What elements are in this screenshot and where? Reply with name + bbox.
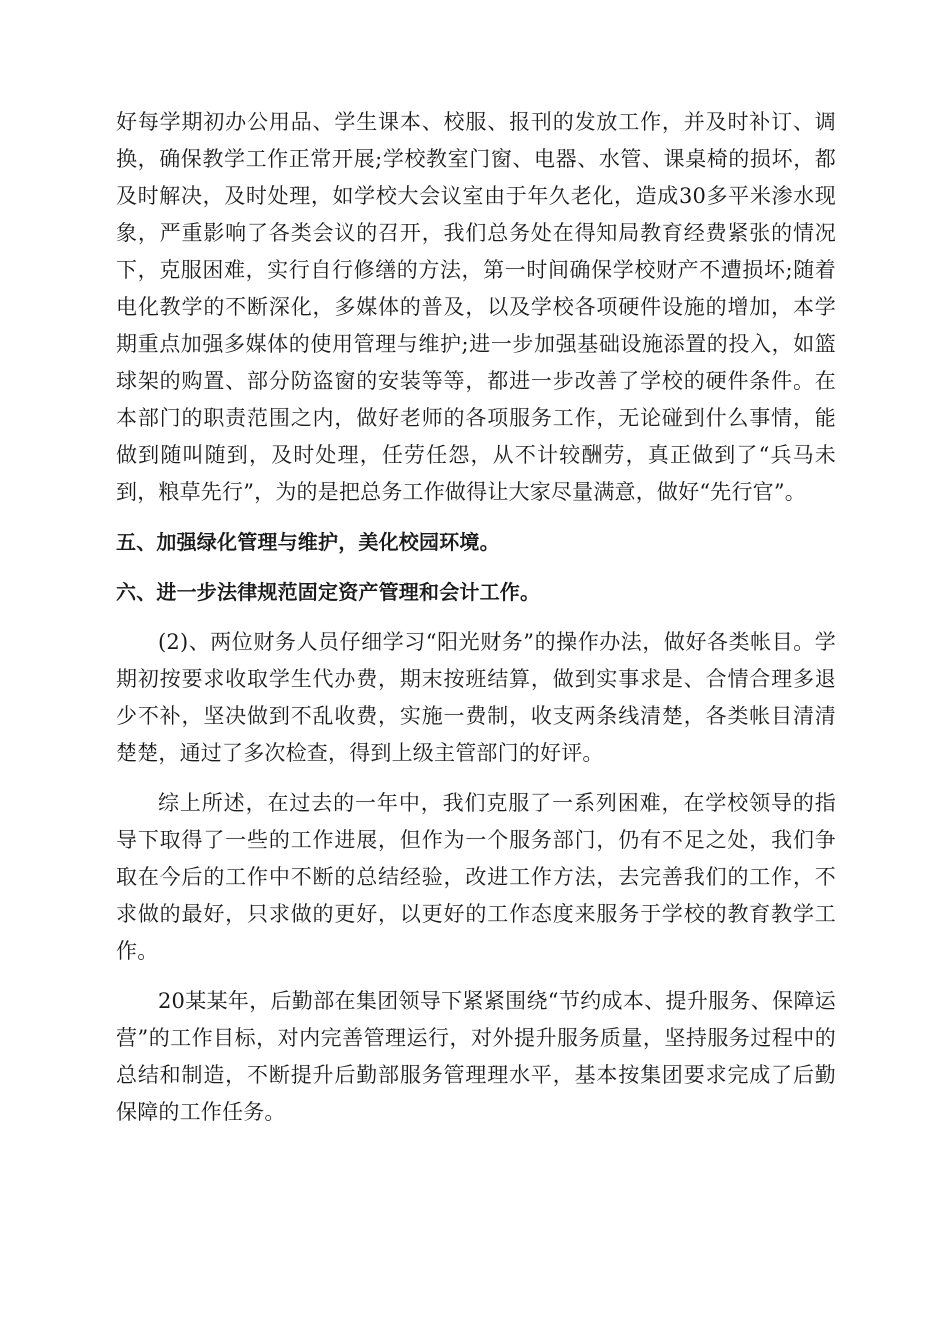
body-paragraph-logistics: 20某某年，后勤部在集团领导下紧紧围绕“节约成本、提升服务、保障运营”的工作目标，对内完善管理运行，对外提升服务质量，坚持服务过程中的总结和制造，不断提升后勤部服务管理理水平，基本按集团要求完成了后勤保障的工作任务。 [116, 989, 836, 1124]
body-paragraph-finance: (2)、两位财务人员仔细学习“阳光财务”的操作办法，做好各类帐目。学期初按要求收取学生代办费，期末按班结算，做到实事求是、合情合理多退少不补，坚决做到不乱收费，实施一费制，收支两条线清楚，各类帐目清清楚楚，通过了多次检查，得到上级主管部门的好评。 [116, 630, 836, 765]
section-heading-5: 五、加强绿化管理与维护，美化校园环境。 [116, 530, 500, 554]
section-heading-6: 六、进一步法律规范固定资产管理和会计工作。 [116, 580, 541, 604]
body-paragraph-summary: 综上所述，在过去的一年中，我们克服了一系列困难，在学校领导的指导下取得了一些的工作进展，但作为一个服务部门，仍有不足之处，我们争取在今后的工作中不断的总结经验，改进工作方法，去完善我们的工作，不求做的最好，只求做的更好，以更好的工作态度来服务于学校的教育教学工作。 [116, 791, 836, 963]
document-page [116, 104, 836, 1144]
body-paragraph-1: 好每学期初办公用品、学生课本、校服、报刊的发放工作，并及时补订、调换，确保教学工作正常开展;学校教室门窗、电器、水管、课桌椅的损坏，都及时解决，及时处理，如学校大会议室由于年久老化，造成30多平米渗水现象，严重影响了各类会议的召开，我们总务处在得知局教育经费紧张的情况下，克服困难，实行自行修缮的方法，第一时间确保学校财产不遭损坏;随着电化教学的不断深化，多媒体的普及，以及学校各项硬件设施的增加，本学期重点加强多媒体的使用管理与维护;进一步加强基础设施添置的投入，如篮球架的购置、部分防盗窗的安装等等，都进一步改善了学校的硬件条件。在本部门的职责范围之内，做好老师的各项服务工作，无论碰到什么事情，能做到随叫随到，及时处理，任劳任怨，从不计较酬劳，真正做到了“兵马未到，粮草先行”，为的是把总务工作做得让大家尽量满意，做好“先行官”。 [116, 110, 836, 504]
